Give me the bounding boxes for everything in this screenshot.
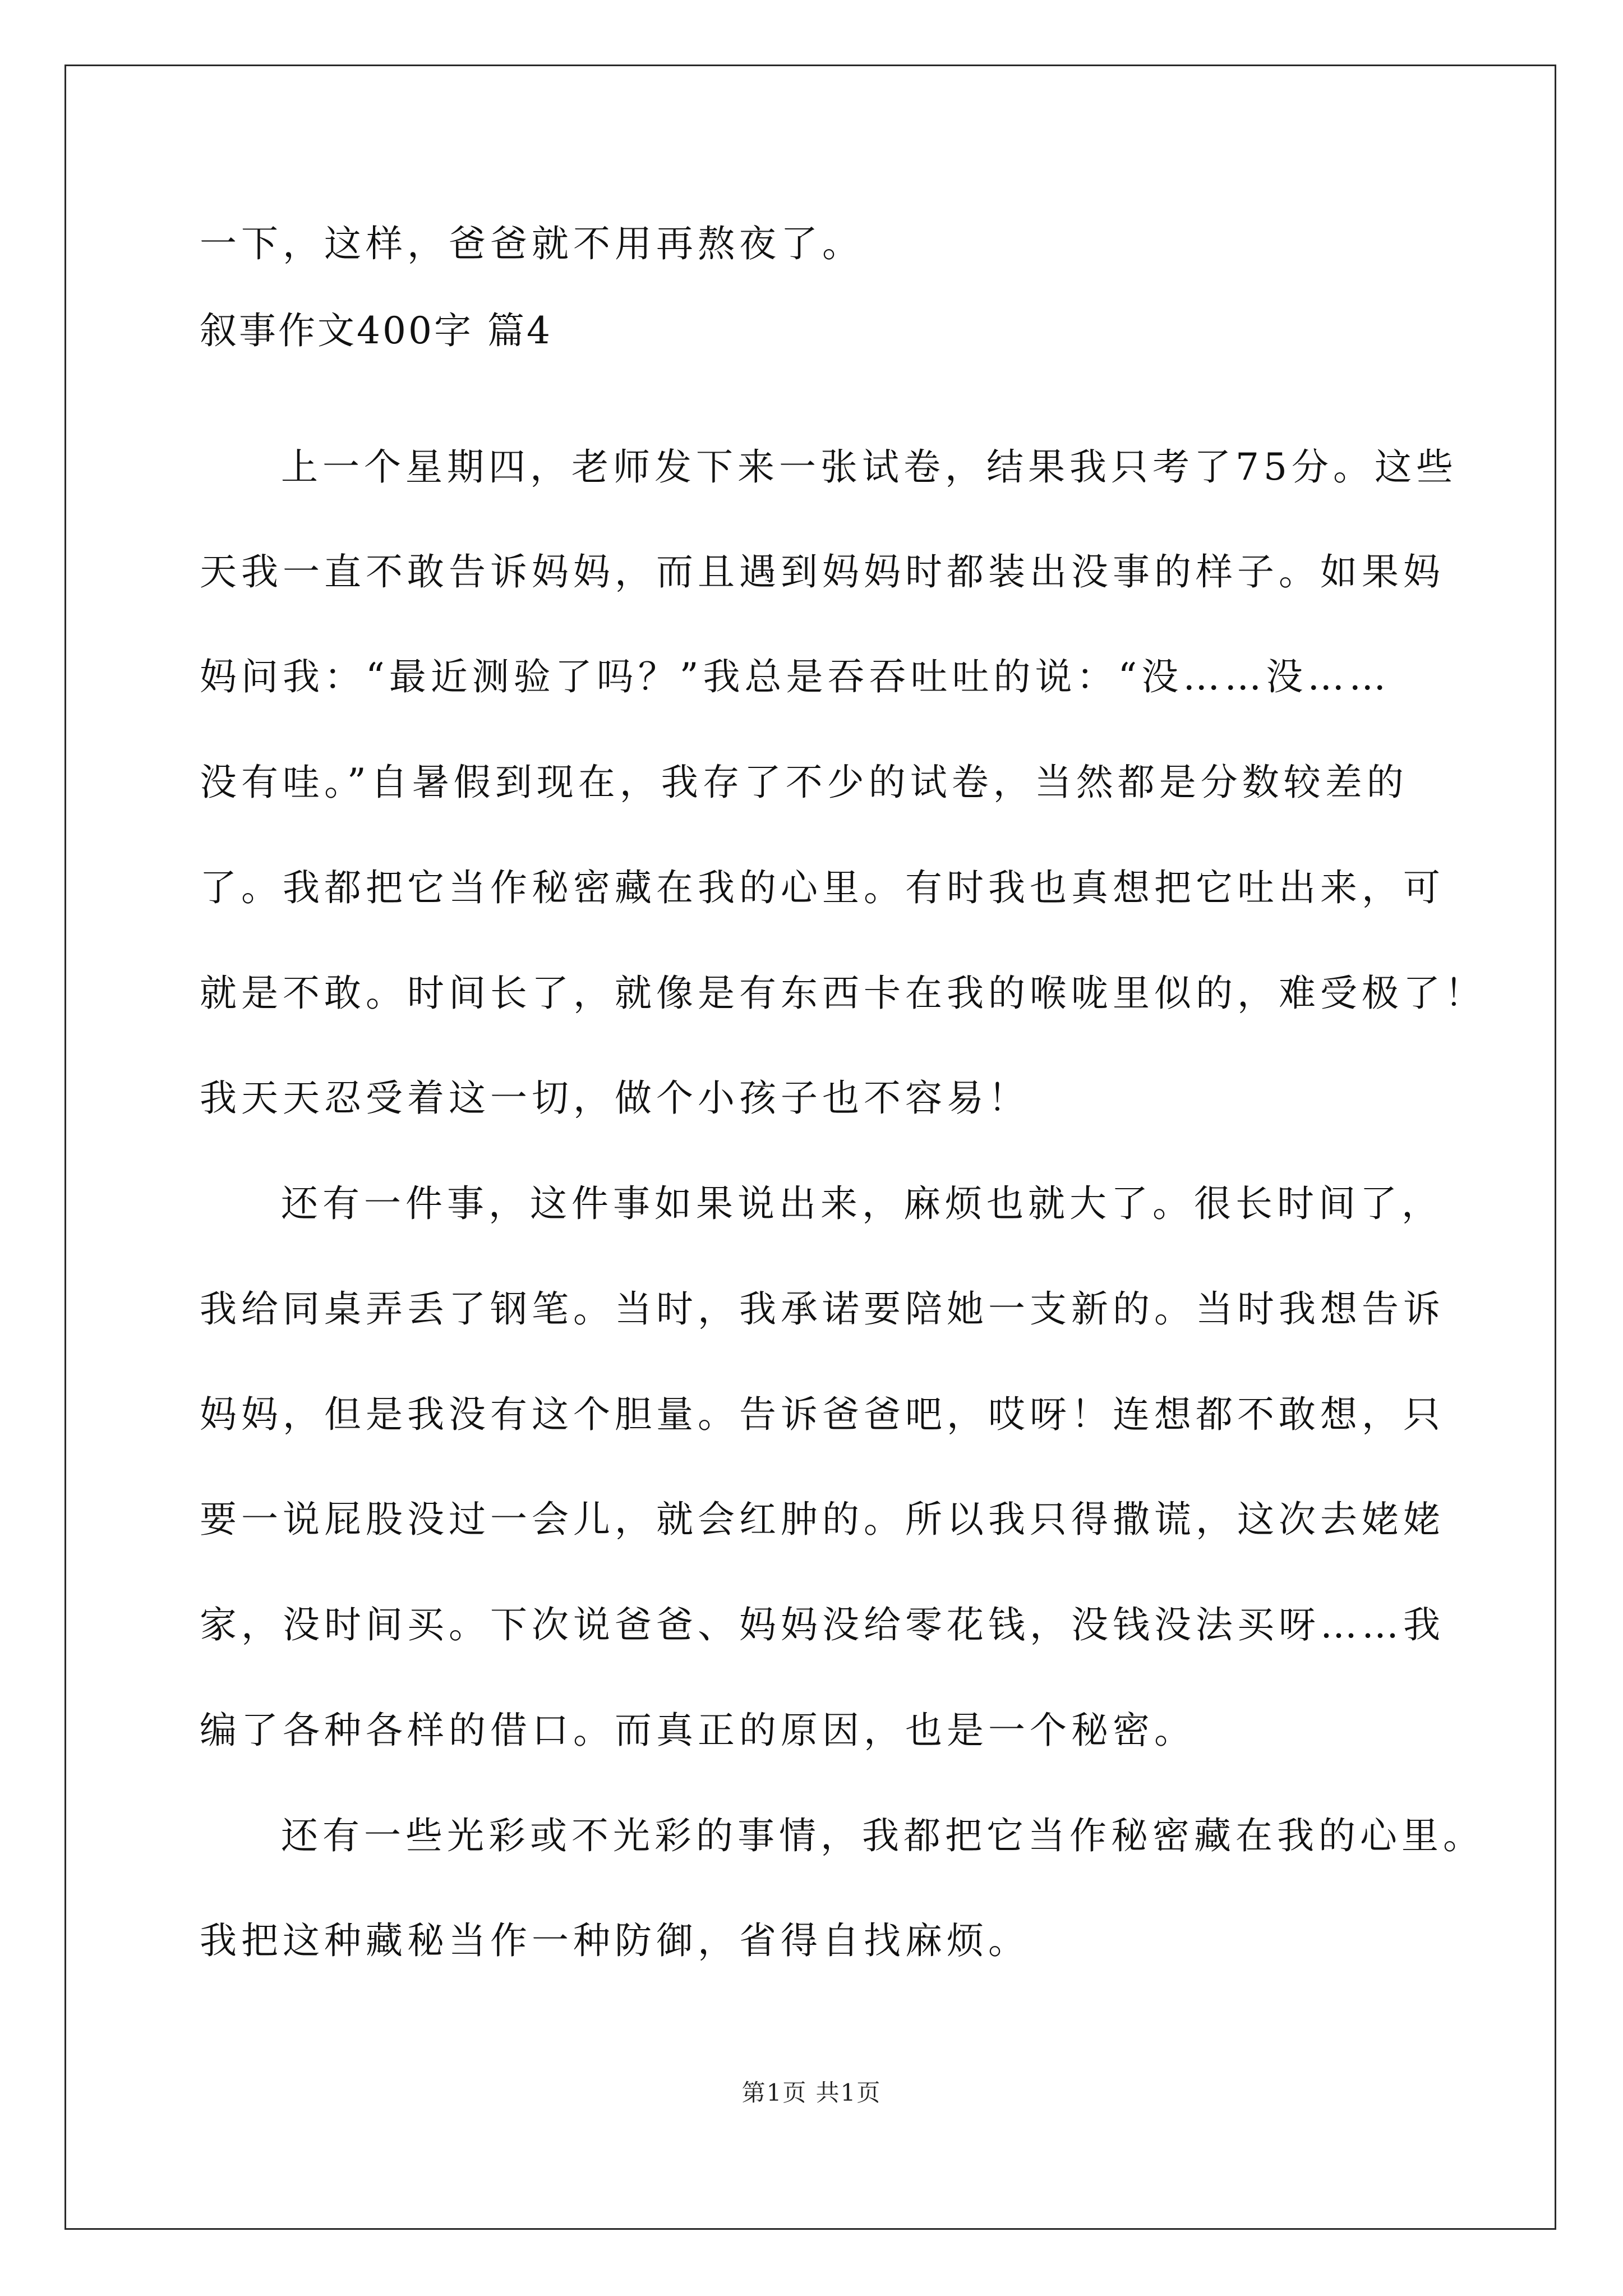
text-line: 一下，这样，爸爸就不用再熬夜了。 <box>200 222 864 265</box>
paragraph-line: 了。我都把它当作秘密藏在我的心里。有时我也真想把它吐出来，可 <box>200 866 1445 909</box>
section-heading: 叙事作文400字 篇4 <box>200 309 552 352</box>
paragraph-line: 我天天忍受着这一切，做个小孩子也不容易！ <box>200 1076 1030 1120</box>
paragraph-line: 就是不敢。时间长了，就像是有东西卡在我的喉咙里似的，难受极了！ <box>200 972 1486 1015</box>
paragraph-line: 上一个星期四，老师发下来一张试卷，结果我只考了75分。这些 <box>281 445 1458 489</box>
paragraph-line: 编了各种各样的借口。而真正的原因，也是一个秘密。 <box>200 1709 1196 1752</box>
paragraph-line: 妈问我：“最近测验了吗？”我总是吞吞吐吐的说：“没……没…… <box>200 655 1391 698</box>
paragraph-line: 还有一些光彩或不光彩的事情，我都把它当作秘密藏在我的心里。 <box>281 1814 1484 1857</box>
paragraph-line: 家，没时间买。下次说爸爸、妈妈没给零花钱，没钱没法买呀……我 <box>200 1603 1445 1646</box>
paragraph-line: 我把这种藏秘当作一种防御，省得自找麻烦。 <box>200 1919 1030 1962</box>
paragraph-line: 妈妈，但是我没有这个胆量。告诉爸爸吧，哎呀！连想都不敢想，只 <box>200 1393 1445 1436</box>
page-border <box>64 65 1556 2230</box>
paragraph-line: 我给同桌弄丢了钢笔。当时，我承诺要陪她一支新的。当时我想告诉 <box>200 1287 1445 1331</box>
paragraph-line: 还有一件事，这件事如果说出来，麻烦也就大了。很长时间了， <box>281 1182 1443 1225</box>
paragraph-line: 没有哇。”自暑假到现在，我存了不少的试卷，当然都是分数较差的 <box>200 761 1408 804</box>
page-number-footer: 第1页 共1页 <box>741 2079 882 2106</box>
paragraph-line: 要一说屁股没过一会儿，就会红肿的。所以我只得撒谎，这次去姥姥 <box>200 1498 1445 1541</box>
paragraph-line: 天我一直不敢告诉妈妈，而且遇到妈妈时都装出没事的样子。如果妈 <box>200 550 1445 593</box>
